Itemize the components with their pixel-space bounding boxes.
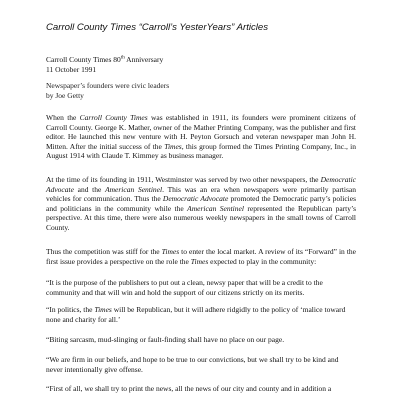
quote-beliefs: “We are firm in our beliefs, and hope to be true to our convictions, but we shall try to be kind and never intentionally give offense.	[46, 355, 339, 374]
anniversary-block	[46, 55, 356, 74]
article-headline: Newspaper’s founders were civic leaders	[46, 81, 170, 90]
header-quoted-title: “Carroll’s YesterYears” Articles	[138, 22, 269, 33]
header-prefix: Carroll County Times	[46, 22, 139, 33]
paragraph-competitors: At the time of its founding in 1911, Westminster was served by two other newspapers, the Democratic Advocate and the American Sentinel. This was an era when newspapers were primarily partisan vehicles for communication. Thus the Democratic Advocate promoted the Democratic party’s policies and politicians in the community while the American Sentinel represented the Republican party’s perspective. At this time, there were also numerous weekly newspapers in the small towns of Carroll County.	[46, 175, 357, 232]
quote-sarcasm: “Biting sarcasm, mud-slinging or fault-finding shall have no place on our page.	[46, 335, 285, 344]
article-date: 11 October 1991	[46, 64, 97, 74]
headline-block	[46, 81, 356, 100]
byline: by Joe Getty	[46, 90, 84, 100]
quote-purpose: “It is the purpose of the publishers to put out a clean, newsy paper that will be a credit to the community and that will win and hold the support of our citizens strictly on its merits.	[46, 278, 323, 297]
paragraph-forward: Thus the competition was stiff for the Times to enter the local market. A review of its “Forward” in the first issue provides a perspective on the role the Times expected to play in the community:	[46, 247, 356, 266]
anniversary-line: Carroll County Times 80th Anniversary	[46, 55, 164, 64]
paragraph-founding: When the Carroll County Times was established in 1911, its founders were prominent citizens of Carroll County. George K. Mather, owner of the Mather Printing Company, was the publisher and first editor. He launched this new venture with H. Peyton Gorsuch and veteran newspaper man John H. Mitten. After the initial success of the Times, this group formed the Times Printing Company, Inc., in August 1914 with Claude T. Kimmey as business manager.	[46, 113, 356, 160]
document-header	[46, 22, 268, 33]
quote-news: “First of all, we shall try to print the news, all the news of our city and county and in addition a	[46, 384, 332, 393]
quote-politics: “In politics, the Times will be Republican, but it will adhere ridgidly to the policy of ‘malice toward none and charity for all.’	[46, 305, 346, 324]
